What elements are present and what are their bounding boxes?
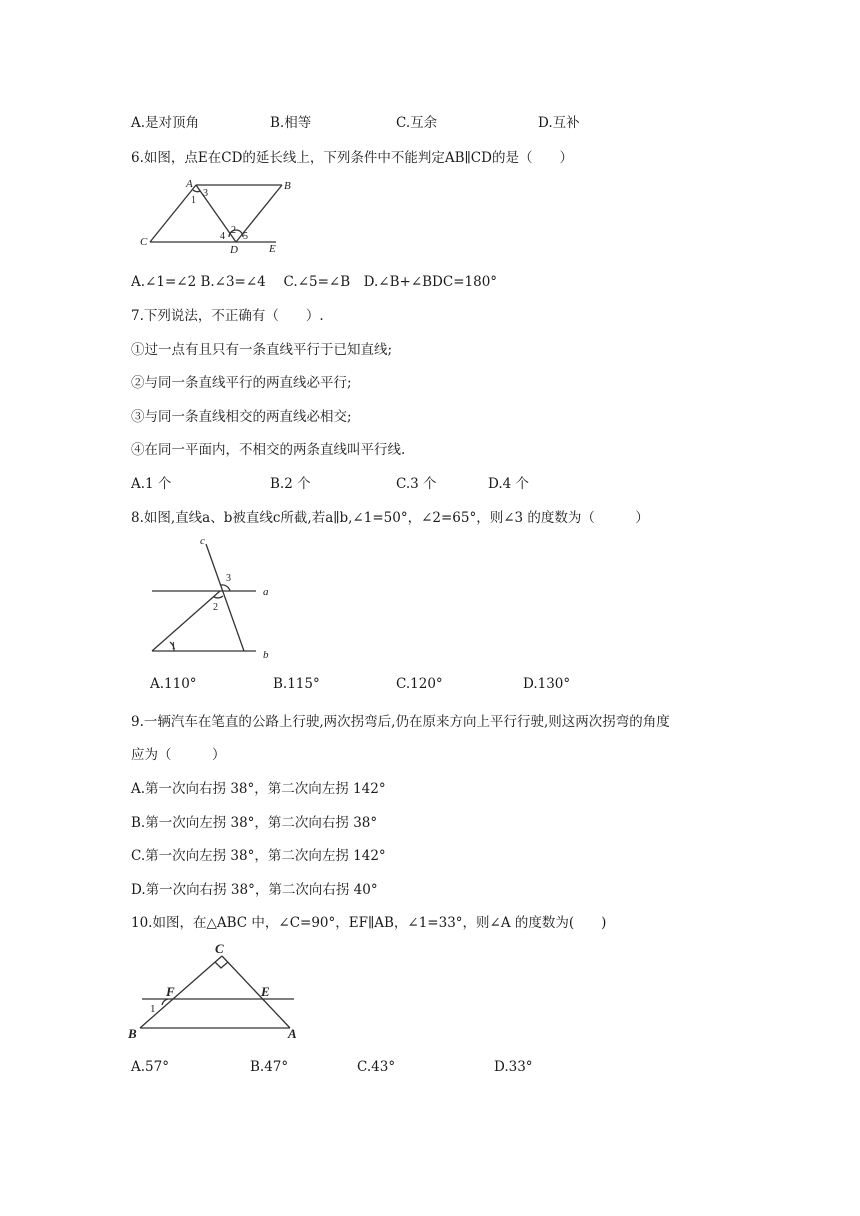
q8-label-b: b: [263, 649, 269, 661]
q6-angle-4: 4: [220, 231, 225, 242]
q7-option-d: D.4 个: [488, 476, 530, 492]
q9-stem-line-1: 9.一辆汽车在笔直的公路上行驶,两次拐弯后,仍在原来方向上平行行驶,则这两次拐弯的角度: [131, 714, 670, 730]
q6-stem: 6.如图，点E在CD的延长线上，下列条件中不能判定AB∥CD的是（ ）: [131, 150, 573, 166]
q9-option-c: C.第一次向左拐 38°，第二次向左拐 142°: [131, 848, 386, 864]
q6-angle-5: 5: [243, 231, 248, 242]
q7-option-c: C.3 个: [396, 476, 437, 492]
q6-angle-3: 3: [203, 188, 208, 199]
q8-option-b: B.115°: [273, 676, 320, 692]
q6-label-e: E: [269, 243, 276, 255]
q6-label-b: B: [284, 180, 291, 192]
q7-statement-2: ②与同一条直线平行的两直线必平行;: [131, 375, 352, 391]
q9-stem-line-2: 应为（ ）: [131, 747, 226, 763]
q8-stem: 8.如图,直线a、b被直线c所截,若a∥b,∠1=50°，∠2=65°，则∠3 的度数为（ ）: [131, 510, 649, 526]
q10-option-a: A.57°: [131, 1059, 169, 1075]
q10-triangle-figure: [126, 941, 302, 1041]
q6-label-a: A: [186, 178, 193, 190]
q5-option-c: C.互余: [396, 115, 438, 131]
q8-parallel-lines-figure: [146, 534, 286, 666]
q8-option-c: C.120°: [396, 676, 443, 692]
q7-option-a: A.1 个: [131, 476, 172, 492]
q6-angle-2: 2: [231, 225, 236, 236]
q7-statement-1: ①过一点有且只有一条直线平行于已知直线;: [131, 342, 393, 358]
q6-label-c: C: [140, 236, 148, 248]
q5-option-d: D.互补: [538, 115, 580, 131]
q5-option-a: A.是对顶角: [131, 115, 200, 131]
q10-option-c: C.43°: [357, 1059, 396, 1075]
q9-option-b: B.第一次向左拐 38°，第二次向右拐 38°: [131, 815, 378, 831]
q9-option-d: D.第一次向右拐 38°，第二次向右拐 40°: [131, 882, 378, 898]
q8-angle-2: 2: [213, 602, 218, 613]
q5-option-b: B.相等: [270, 115, 312, 131]
q8-option-d: D.130°: [523, 676, 571, 692]
q10-option-b: B.47°: [250, 1059, 289, 1075]
q8-angle-3: 3: [226, 573, 231, 584]
q10-option-d: D.33°: [494, 1059, 533, 1075]
q10-label-e: E: [261, 984, 270, 999]
q7-statement-3: ③与同一条直线相交的两直线必相交;: [131, 409, 352, 425]
q7-option-b: B.2 个: [270, 476, 311, 492]
q10-stem: 10.如图，在△ABC 中，∠C=90°，EF∥AB，∠1=33°，则∠A 的度数为( ): [131, 915, 607, 931]
q6-label-d: D: [230, 244, 238, 256]
q8-option-a: A.110°: [150, 676, 197, 692]
q8-label-a: a: [263, 586, 269, 598]
q8-label-c: c: [200, 535, 205, 547]
q10-label-a: A: [288, 1026, 297, 1041]
q10-label-f: F: [166, 984, 175, 999]
q10-label-c: C: [215, 941, 224, 956]
q6-parallelogram-figure: [136, 176, 296, 256]
q9-option-a: A.第一次向右拐 38°，第二次向左拐 142°: [131, 781, 386, 797]
q6-options: A.∠1=∠2 B.∠3=∠4 C.∠5=∠B D.∠B+∠BDC=180°: [131, 274, 498, 290]
q7-stem: 7.下列说法，不正确有（ ）.: [131, 308, 324, 324]
q10-angle-1: 1: [150, 1003, 156, 1015]
q7-statement-4: ④在同一平面内，不相交的两条直线叫平行线.: [131, 442, 406, 458]
q8-angle-1: 1: [171, 641, 176, 652]
q10-label-b: B: [128, 1026, 137, 1041]
q6-angle-1: 1: [191, 195, 196, 206]
